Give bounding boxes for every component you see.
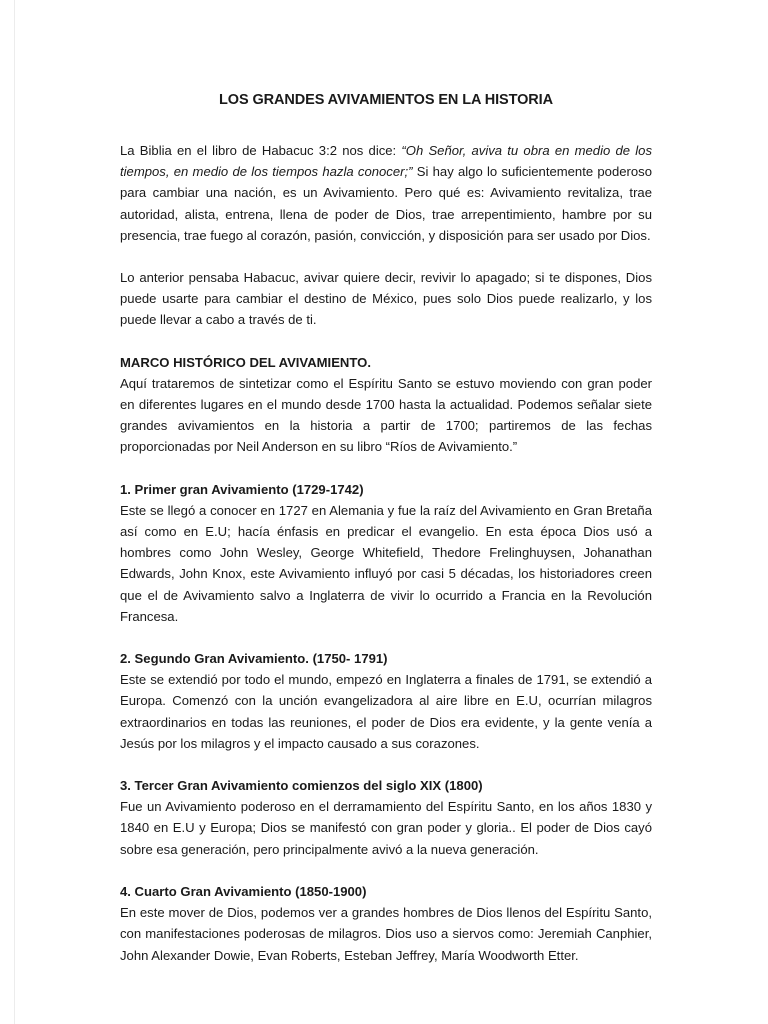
scripture-quote: “Oh Señor, aviva tu obra en medio de los tiempos, en medio de los tiempos hazla conocer;” [120, 143, 652, 180]
intro-text-continued: Si hay algo lo suficientemente poderoso para cambiar una nación, es un Avivamiento. Pero qué es: Avivamiento revitaliza, trae autoridad, alista, entrena, llena de poder de Dios, trae arrepentimiento, hambre por su presencia, trae fuego al corazón, pasión, convicción, y disposición para ser usado por Dios. [120, 164, 652, 243]
section-heading-3: 3. Tercer Gran Avivamiento comienzos del siglo XIX (1800) [120, 778, 483, 794]
section-heading-2: 2. Segundo Gran Avivamiento. (1750- 1791) [120, 651, 388, 667]
section-heading-marco: MARCO HISTÓRICO DEL AVIVAMIENTO. [120, 354, 371, 370]
section-text-4: En este mover de Dios, podemos ver a grandes hombres de Dios llenos del Espíritu Santo, con manifestaciones poderosas de milagros. Dios uso a siervos como: Jeremiah Canphier, John Alexander Dowie, Evan Roberts, Esteban Jeffrey, María Woodworth Etter. [120, 905, 652, 963]
section-text-marco: Aquí trataremos de sintetizar como el Espíritu Santo se estuvo moviendo con gran poder en diferentes lugares en el mundo desde 1700 hasta la actualidad. Podemos señalar siete grandes avivamientos en la historia a partir de 1700; partiremos de las fechas proporcionadas por Neil Anderson en su libro “Ríos de Avivamiento.” [120, 375, 652, 455]
document-title: LOS GRANDES AVIVAMIENTOS EN LA HISTORIA [219, 92, 553, 108]
section-text-1: Este se llegó a conocer en 1727 en Alemania y fue la raíz del Avivamiento en Gran Bretaña así como en E.U; hacía énfasis en predicar el evangelio. En esta época Dios usó a hombres como John Wesley, George Whitefield, Thedore Frelinghuysen, Johanathan Edwards, John Knox, este Avivamiento influyó por casi 5 décadas, los historiadores creen que el de Avivamiento salvo a Inglaterra de vivir lo ocurrido a Francia en la Revolución Francesa. [120, 502, 652, 624]
intro-text: La Biblia en el libro de Habacuc 3:2 nos dice: [120, 143, 402, 158]
section-text-2: Este se extendió por todo el mundo, empezó en Inglaterra a finales de 1791, se extendió a Europa. Comenzó con la unción evangelizadora al aire libre en E.U, ocurrían milagros extraordinarios en todas las reuniones, el poder de Dios era evidente, y la gente venía a Jesús por los milagros y el impacto causado a sus corazones. [120, 672, 652, 751]
intro-paragraph [120, 140, 652, 246]
paragraph-habacuc: Lo anterior pensaba Habacuc, avivar quiere decir, revivir lo apagado; si te dispones, Dios puede usarte para cambiar el destino de México, pues solo Dios puede realizarlo, y los puede llevar a cabo a través de ti. [120, 270, 652, 328]
section-text-3: Fue un Avivamiento poderoso en el derramamiento del Espíritu Santo, en los años 1830 y 1840 en E.U y Europa; Dios se manifestó con gran poder y gloria.. El poder de Dios cayó sobre esa generación, pero principalmente avivó a la nueva generación. [120, 799, 652, 857]
document-body [120, 92, 652, 966]
section-heading-1: 1. Primer gran Avivamiento (1729-1742) [120, 481, 364, 497]
page-edge [14, 0, 15, 1024]
section-heading-4: 4. Cuarto Gran Avivamiento (1850-1900) [120, 883, 367, 899]
